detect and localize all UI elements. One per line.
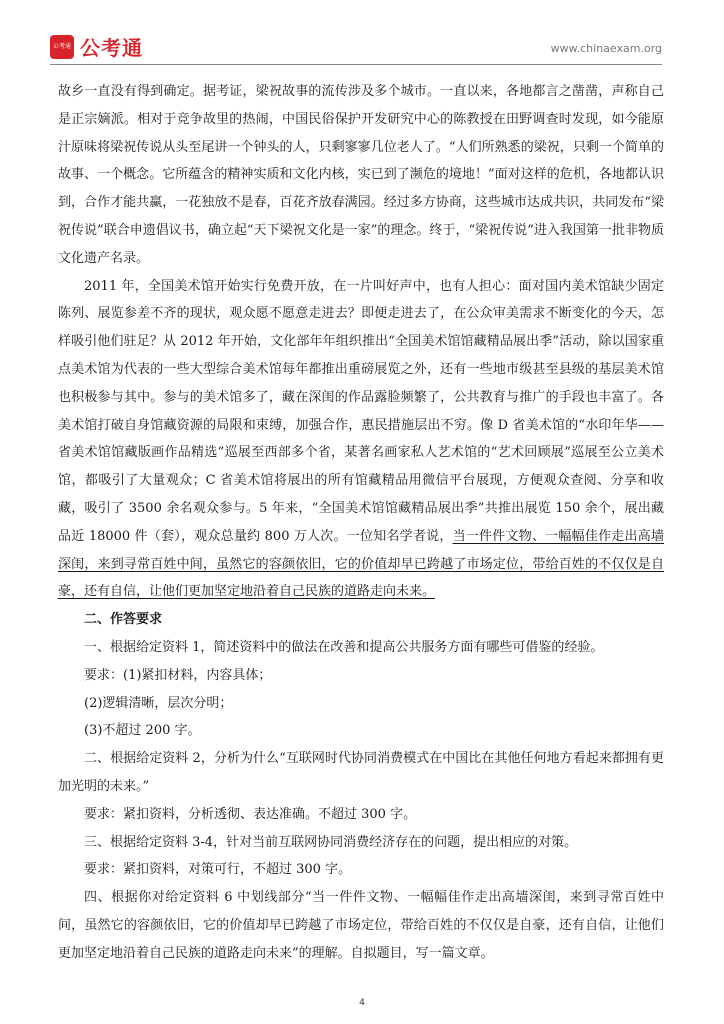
paragraph-art-museums [58, 273, 664, 607]
paragraph-liangzhu: 故乡一直没有得到确定。据考证，梁祝故事的流传涉及多个城市。一直以来，各地都言之凿凿，声称自己是正宗嫡派。相对于竞争故里的热闹，中国民俗保护开发研究中心的陈教授在田野调查时发现，如今能原汁原味将梁祝传说从头至尾讲一个钟头的人，只剩寥寥几位老人了。“人们所熟悉的梁祝，只剩一个简单的故事、一个概念。它所蕴含的精神实质和文化内核，实已到了濒危的境地！”面对这样的危机，各地都认识到，合作才能共赢，一花独放不是春，百花齐放春满园。经过多方协商，这些城市达成共识，共同发布“梁祝传说”联合申遗倡议书，确立起“天下梁祝文化是一家”的理念。终于，“梁祝传说”进入我国第一批非物质文化遗产名录。 [58, 84, 664, 266]
site-url: www.chinaexam.org [550, 42, 662, 55]
question-2-requirement: 要求：紧扣资料，分析透彻、表达准确。不超过 300 字。 [84, 806, 417, 822]
document-body [58, 78, 664, 968]
question-3-requirement: 要求：紧扣资料，对策可行，不超过 300 字。 [84, 862, 352, 878]
question-2: 二、根据给定资料 2，分析为什么“互联网时代协同消费模式在中国比在其他任何地方看起来都拥有更加光明的未来。” [58, 751, 664, 794]
question-1-requirement-2: (2)逻辑清晰，层次分明； [84, 695, 233, 711]
page-header [50, 30, 662, 62]
underlined-passage: 当一件件文物、一幅幅佳作走出高墙深闺，来到寻常百姓中间，虽然它的容颜依旧，它的价值却早已跨越了市场定位，带给百姓的不仅仅是自豪，还有自信，让他们更加坚定地沿着自己民族的道路走向未来。 [58, 528, 664, 600]
page-number: 4 [359, 998, 365, 1008]
question-1-requirement-3: (3)不超过 200 字。 [84, 723, 201, 739]
question-3: 三、根据给定资料 3-4，针对当前互联网协同消费经济存在的问题，提出相应的对策。 [84, 834, 578, 850]
question-1: 一、根据给定资料 1，简述资料中的做法在改善和提高公共服务方面有哪些可借鉴的经验。 [84, 639, 604, 655]
section-heading: 二、作答要求 [84, 612, 163, 628]
question-4: 四、根据你对给定资料 6 中划线部分“当一件件文物、一幅幅佳作走出高墙深闺，来到寻常百姓中间，虽然它的容颜依旧，它的价值却早已跨越了市场定位，带给百姓的不仅仅是自豪，还有自信，让他们更加坚定地沿着自己民族的道路走向未来”的理解。自拟题目，写一篇文章。 [58, 890, 664, 961]
header-divider [50, 64, 662, 65]
paragraph-art-museums-text: 2011 年，全国美术馆开始实行免费开放，在一片叫好声中，也有人担心：面对国内美术馆缺少固定陈列、展览参差不齐的现状，观众愿不愿意走进去？即便走进去了，在公众审美需求不断变化的今天，怎样吸引他们驻足？从 2012 年开始，文化部年年组织推出“全国美术馆馆藏精品展出季”活动，除以国家重点美术馆为代表的一些大型综合美术馆每年都推出重磅展览之外，还有一些地市级甚至县级的基层美术馆也积极参与其中。参与的美术馆多了，藏在深闺的作品露脸频繁了，公共教育与推广的手段也丰富了。各美术馆打破自身馆藏资源的局限和束缚，加强合作，惠民措施层出不穷。像 D 省美术馆的“水印年华——省美术馆馆藏版画作品精选”巡展至西部多个省，某著名画家私人艺术馆的“艺术回顾展”巡展至公立美术馆，都吸引了大量观众；C 省美术馆将展出的所有馆藏精品用微信平台展现，方便观众查阅、分享和收藏，吸引了 3500 余名观众参与。5 年来，“全国美术馆馆藏精品展出季”共推出展览 150 余个，展出藏品近 18000 件（套），观众总量约 800 万人次。一位知名学者说， [58, 278, 664, 544]
question-1-requirement-1: 要求：(1)紧扣材料，内容具体； [84, 667, 272, 683]
logo-badge: 公考通 [50, 35, 74, 59]
logo-text: 公考通 [80, 36, 143, 60]
logo [50, 32, 143, 61]
